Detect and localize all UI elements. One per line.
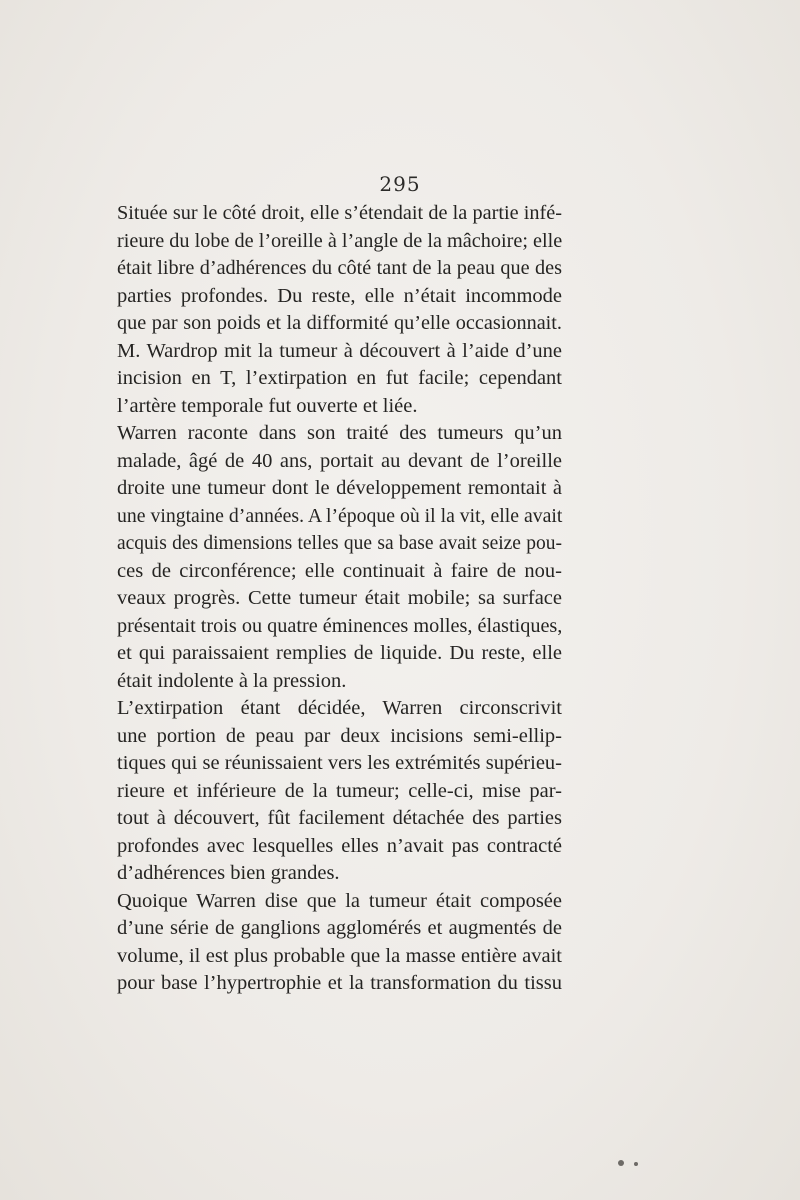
text-line: M. Wardrop mit la tumeur à découvert à l’aide d’une (117, 339, 562, 362)
paragraph (117, 695, 562, 888)
text-line: était indolente à la pression. (117, 669, 347, 692)
paper-speck (618, 1160, 624, 1166)
text-line: l’artère temporale fut ouverte et liée. (117, 394, 418, 417)
text-line: d’une série de ganglions agglomérés et augmentés de (117, 917, 562, 939)
text-line: que par son poids et la difformité qu’elle occasionnait. (117, 312, 562, 334)
text-line: malade, âgé de 40 ans, portait au devant de l’oreille (117, 449, 562, 472)
text-line: Warren raconte dans son traité des tumeurs qu’un (117, 422, 562, 444)
text-line: une portion de peau par deux incisions semi-ellip- (117, 724, 562, 747)
text-line: Située sur le côté droit, elle s’étendait de la partie infé- (117, 202, 562, 224)
paragraph (117, 888, 562, 998)
text-line: ces de circonférence; elle continuait à faire de nou- (117, 559, 562, 582)
page-number: 295 (379, 172, 421, 196)
paragraph (117, 420, 562, 695)
text-line: rieure et inférieure de la tumeur; celle-ci, mise par- (117, 779, 562, 802)
text-line: pour base l’hypertrophie et la transformation du tissu (117, 972, 562, 994)
text-line: et qui paraissaient remplies de liquide. Du reste, elle (117, 642, 562, 664)
body-text (117, 200, 562, 998)
text-line: incision en T, l’extirpation en fut facile; cependant (117, 367, 562, 389)
paragraph (117, 200, 562, 420)
text-line: une vingtaine d’années. A l’époque où il la vit, elle avait (117, 504, 563, 527)
text-line: Quoique Warren dise que la tumeur était composée (117, 889, 562, 912)
text-line: présentait trois ou quatre éminences molles, élastiques, (117, 614, 563, 637)
text-line: veaux progrès. Cette tumeur était mobile; sa surface (117, 587, 562, 609)
text-line: rieure du lobe de l’oreille à l’angle de la mâchoire; elle (117, 229, 563, 252)
paper-speck (634, 1162, 638, 1166)
text-line: acquis des dimensions telles que sa base avait seize pou- (117, 533, 562, 554)
text-line: d’adhérences bien grandes. (117, 862, 340, 884)
text-line: L’extirpation étant décidée, Warren circonscrivit (117, 697, 562, 719)
text-line: était libre d’adhérences du côté tant de la peau que des (117, 257, 562, 279)
text-line: volume, il est plus probable que la masse entière avait (117, 944, 562, 967)
text-line: tiques qui se réunissaient vers les extrémités supérieu- (117, 752, 562, 774)
text-line: tout à découvert, fût facilement détachée des parties (117, 807, 562, 829)
text-line: droite une tumeur dont le développement remontait à (117, 477, 562, 499)
text-line: profondes avec lesquelles elles n’avait pas contracté (117, 834, 562, 857)
text-line: parties profondes. Du reste, elle n’était incommode (117, 284, 562, 307)
